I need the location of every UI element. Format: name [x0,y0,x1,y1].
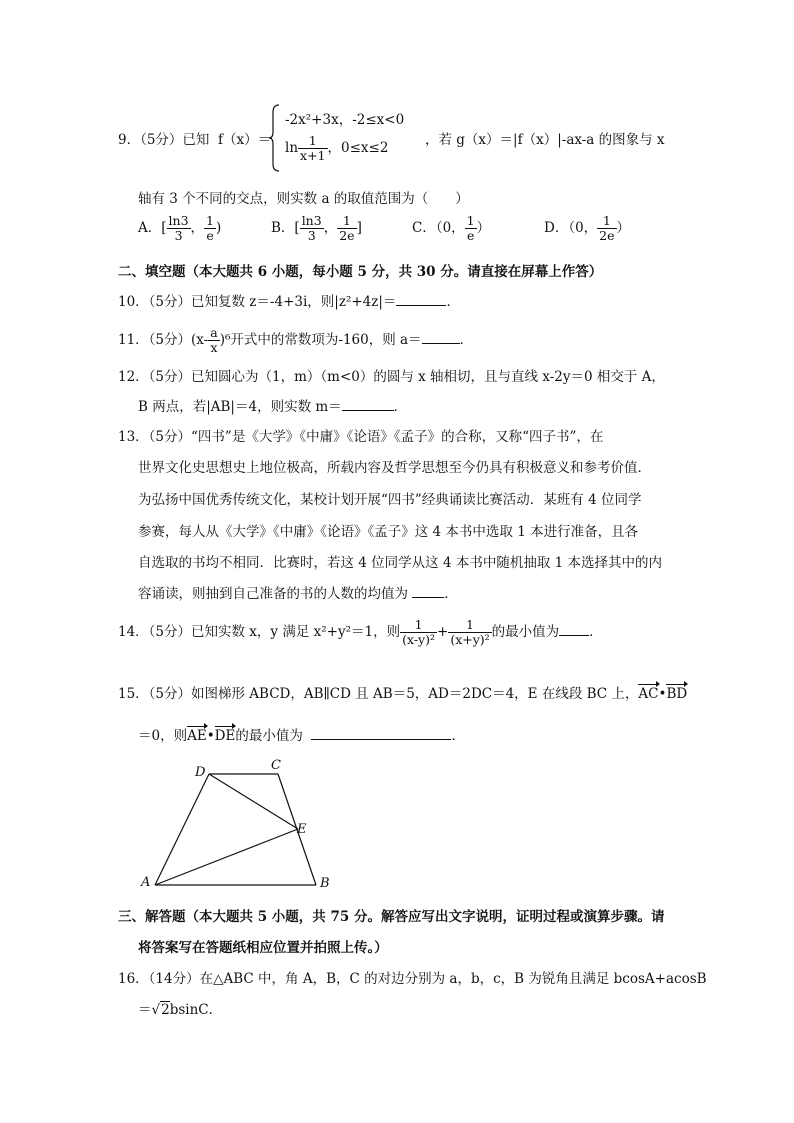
den: (x+y)² [450,632,490,647]
q9-option-d[interactable] [544,214,630,243]
q13-line1: 13．（5分）“四书”是《大学》《中庸》《论语》《孟子》的合称，又称“四子书”，在 [118,429,604,445]
opt-c-label: C．（0， [412,220,465,236]
q9-line2: 轴有 3 个不同的交点，则实数 a 的取值范围为（ ） [138,191,469,207]
sep: ， [323,220,338,236]
den: 3 [174,228,183,243]
q14-text: 14．（5分）已知实数 x，y 满足 x²+y²＝1，则 [118,624,401,640]
den: 2e [599,228,615,243]
q16-line2 [138,998,222,1018]
opt-b-label: B．[ [271,220,300,236]
q9-case2-fraction [298,134,327,163]
q9-case2-num: 1 [298,134,327,149]
label-d: D [195,765,206,780]
q9-case2-range: ，0≤x≤2 [327,140,389,156]
q10-text: 10．（5分）已知复数 z＝-4+3i，则|z²+4z|＝ [118,294,397,310]
vector-ac: AC [638,686,659,702]
q12-text: B 两点，若|AB|＝4，则实数 m＝ [138,399,342,415]
q16-sqrt: 2 [161,1002,170,1018]
opt-b-frac1 [300,214,324,243]
vector-bd: BD [666,686,688,702]
q13-line3: 为弘扬中国优秀传统文化，某校计划开展“四书”经典诵读比赛活动．某班有 4 位同学 [138,492,642,508]
opt-d-frac [597,214,616,243]
end: ） [616,220,631,236]
q15-text2: ＝0，则 [138,728,188,744]
plus: + [437,624,449,640]
q13-blank[interactable] [412,597,444,598]
q11-frac [208,326,219,355]
q15-blank[interactable] [311,739,451,740]
num: 1 [597,214,616,229]
dot: • [206,728,215,744]
label-b: B [320,876,330,891]
num: ln3 [301,213,322,228]
q10: 10．（5分）已知复数 z＝-4+3i，则|z²+4z|＝ ． [118,294,460,310]
num: a [210,325,218,340]
q16-line1: 16．（14分）在△ABC 中，角 A，B，C 的对边分别为 a，b，c，B 为锐角且满足 bcosA+acosB [118,971,707,987]
q11-expr-open: (x- [191,332,209,348]
num: 1 [337,214,356,229]
opt-a-label: A．[ [138,220,167,236]
den: 3 [307,228,316,243]
segment-de [209,774,298,829]
q13-text: 容诵读，则抽到自己准备的书的人数的均值为 [138,586,408,602]
opt-b-frac2 [337,214,356,243]
q14-post: 的最小值为 [491,624,560,640]
vector-ae: AE [187,728,207,744]
section-3-heading-line2: 将答案写在答题纸相应位置并拍照上传。） [138,940,388,956]
den: (x-y)² [402,632,435,647]
q13-line5: 自选取的书均不相同．比赛时，若这 4 位同学从这 4 本书中随机抽取 1 本选择其中的内 [138,555,663,571]
section-2-heading: 二、填空题（本大题共 6 小题，每小题 5 分，共 30 分。请直接在屏幕上作答） [118,264,603,280]
num: 1 [206,213,214,228]
q9-case1: -2x²+3x，-2≤x<0 [285,112,405,128]
q9-ln: ln [285,140,299,156]
vector-de: DE [214,728,236,744]
q11: 11．（5分）(x- $\frac{a}{x}$ )⁶开式中的常数项为-160，则 a＝ ． [118,325,474,355]
opt-c-frac [465,214,477,243]
q9-option-b[interactable] [271,214,362,243]
q15-text: 15．（5分）如图梯形 ABCD，AB∥CD 且 AB＝5，AD＝2DC＝4，E 在线段 BC 上， [118,686,639,702]
num: ln3 [168,213,189,228]
q15-line1 [118,682,687,702]
segment-ae [155,829,298,885]
q14-frac1 [400,618,437,647]
q11-expr-rest: )⁶开式中的常数项为-160，则 a＝ [219,332,422,348]
opt-a-frac2 [204,214,216,243]
q9-option-a[interactable] [138,214,221,243]
label-a: A [141,875,151,890]
sep: ， [190,220,205,236]
q12-line1: 12．（5分）已知圆心为（1，m）（m<0）的圆与 x 轴相切，且与直线 x-2y＝0 相交于 A， [118,369,665,385]
q9-fx: f（x）＝ [218,132,272,148]
sqrt-sign: √ [151,1002,161,1018]
q9-case2 [285,134,388,163]
q14-blank[interactable] [559,635,589,636]
opt-a-frac1 [167,214,191,243]
end: ] [356,220,362,236]
opt-d-label: D．（0， [544,220,598,236]
den: e [466,228,475,243]
dot: • [658,686,667,702]
q11-blank[interactable] [422,343,460,344]
num: 1 [466,213,475,228]
den: 2e [339,228,355,243]
q9-label: 9．（5分）已知 [118,132,210,148]
q15-text3: 的最小值为 [235,728,303,744]
label-e: E [297,822,307,837]
num: 1 [448,618,491,633]
end: ) [216,220,222,236]
q16-eq: ＝ [138,1002,152,1018]
segment-ad [155,774,209,885]
label-c: C [271,758,281,773]
q16-text: bsinC． [169,1002,223,1018]
q13-line6: 容诵读，则抽到自己准备的书的人数的均值为 ． [138,586,458,602]
piecewise-brace [268,104,280,172]
den: x [210,340,218,355]
q10-blank[interactable] [396,305,446,306]
end: ） [476,220,491,236]
section-3-heading-line1: 三、解答题（本大题共 5 小题，共 75 分。解答应写出文字说明，证明过程或演算步骤。请 [118,909,665,925]
q9-option-c[interactable] [412,214,490,243]
q12-blank[interactable] [342,410,394,411]
q12-line2: B 两点，若|AB|＝4，则实数 m＝ ． [138,399,408,415]
q13-line2: 世界文化史思想史上地位极高，所载内容及哲学思想至今仍具有积极意义和参考价值． [138,460,651,476]
q14: 14．（5分）已知实数 x，y 满足 x²+y²＝1，则 $\frac{1}{\text{(x-y)²}}$ + $\frac{1}{\text{(x+y)²}}$ 的最小值为 ． [118,617,603,647]
den: e [206,228,214,243]
num: 1 [400,618,437,633]
q9-after: ，若 g（x）＝|f（x）|-ax-a 的图象与 x [425,132,665,148]
q15-line2: ＝0，则AE•DE的最小值为 ． [138,728,465,744]
q11-label: 11．（5分） [118,332,192,348]
trapezoid-figure [138,755,338,895]
q13-line4: 参赛，每人从《大学》《中庸》《论语》《孟子》这 4 本书中选取 1 本进行准备，且各 [138,524,639,540]
q14-frac2 [448,618,491,647]
q9-case2-den: x+1 [300,148,326,163]
